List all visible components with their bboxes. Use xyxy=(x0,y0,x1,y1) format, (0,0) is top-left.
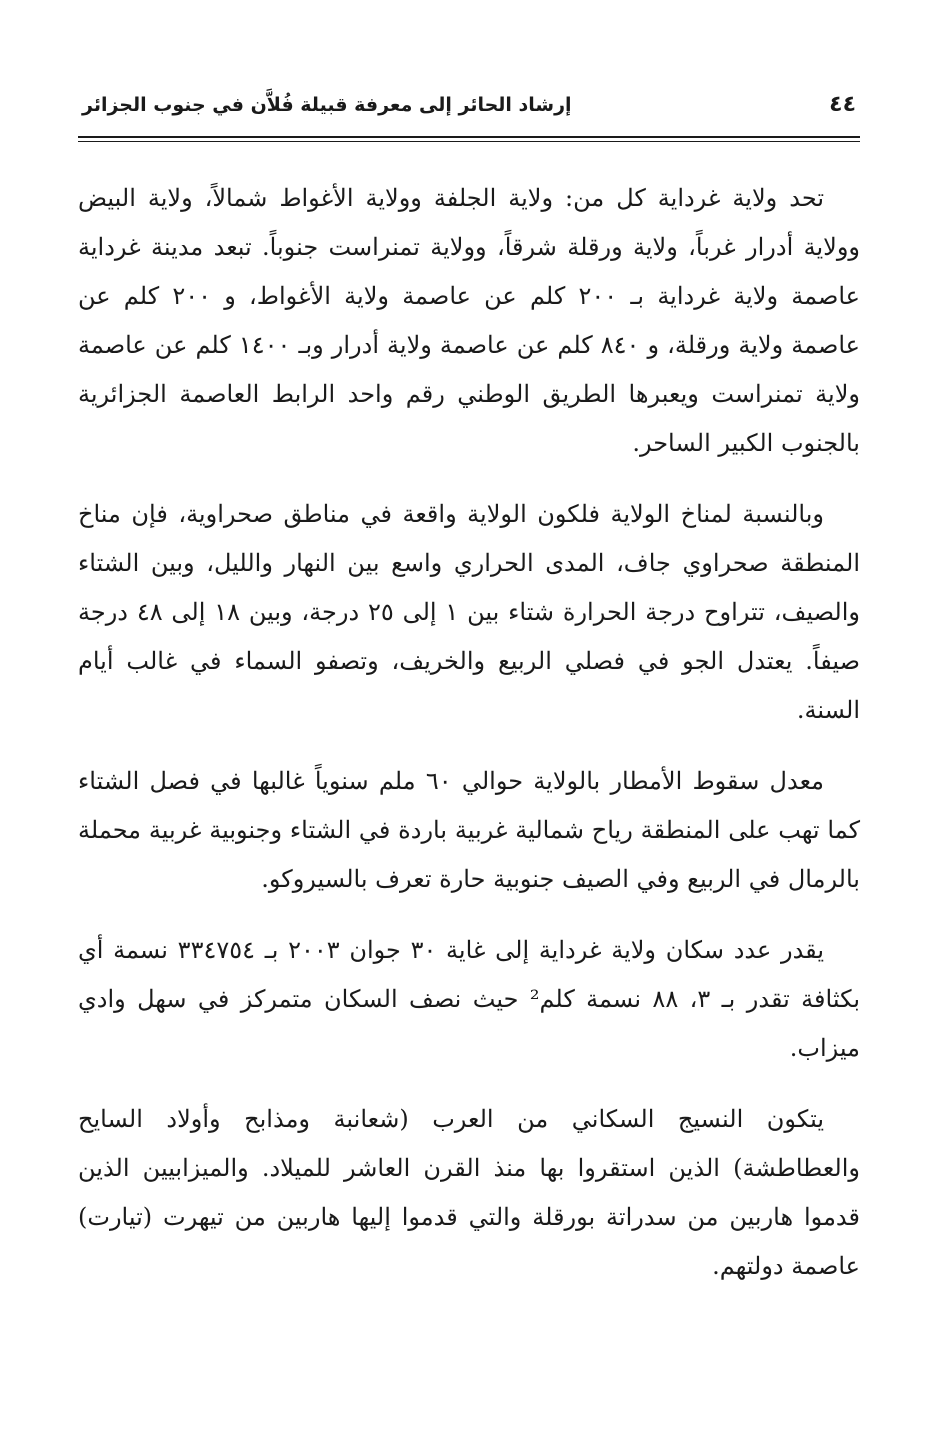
paragraph-rainfall: معدل سقوط الأمطار بالولاية حوالي ٦٠ ملم سنوياً غالبها في فصل الشتاء كما تهب على المنطقة رياح شمالية غربية باردة في الشتاء وجنوبية غربية محملة بالرمال في الربيع وفي الصيف جنوبية حارة تعرف بالسيروكو. xyxy=(78,767,860,893)
paragraph-borders: تحد ولاية غرداية كل من: ولاية الجلفة وولاية الأغواط شمالاً، ولاية البيض وولاية أدرار غرباً، ولاية ورقلة شرقاً، وولاية تمنراست جنوباً. تبعد مدينة غرداية عاصمة ولاية غرداية بـ ٢٠٠ كلم عن عاصمة ولاية الأغواط، و ٢٠٠ كلم عن عاصمة ولاية ورقلة، و ٨٤٠ كلم عن عاصمة ولاية أدرار وبـ ١٤٠٠ كلم عن عاصمة ولاية تمنراست ويعبرها الطريق الوطني رقم واحد الرابط العاصمة الجزائرية بالجنوب الكبير الساحر. xyxy=(78,184,861,457)
header-rule xyxy=(78,136,860,142)
paragraph-climate: وبالنسبة لمناخ الولاية فلكون الولاية واقعة في مناطق صحراوية، فإن مناخ المنطقة صحراوي جاف، المدى الحراري واسع بين النهار والليل، وبين الشتاء والصيف، تتراوح درجة الحرارة شتاء بين ١ إلى ٢٥ درجة، وبين ١٨ إلى ٤٨ درجة صيفاً. يعتدل الجو في فصلي الربيع والخريف، وتصفو السماء في غالب أيام السنة. xyxy=(78,500,860,724)
paragraph-inhabitants: يتكون النسيج السكاني من العرب (شعانبة ومذابح وأولاد السايح والعطاطشة) الذين استقروا بها منذ القرن العاشر للميلاد. والميزابيين الذين قدموا هاربين من سدراتة بورقلة والتي قدموا إليها هاربين من تيهرت (تيارت) عاصمة دولتهم. xyxy=(78,1105,860,1280)
book-page xyxy=(78,92,860,1313)
page-number: ٤٤ xyxy=(829,92,856,117)
running-head xyxy=(78,92,860,132)
book-title: إرشاد الحائر إلى معرفة قبيلة فُلاَّن في جنوب الجزائر xyxy=(82,94,572,116)
body-text xyxy=(78,174,860,1291)
paragraph-population: يقدر عدد سكان ولاية غرداية إلى غاية ٣٠ جوان ٢٠٠٣ بـ ٣٣٤٧٥٤ نسمة أي بكثافة تقدر بـ ٣، ٨٨ نسمة كلم² حيث نصف السكان متمركز في سهل وادي ميزاب. xyxy=(78,936,861,1062)
